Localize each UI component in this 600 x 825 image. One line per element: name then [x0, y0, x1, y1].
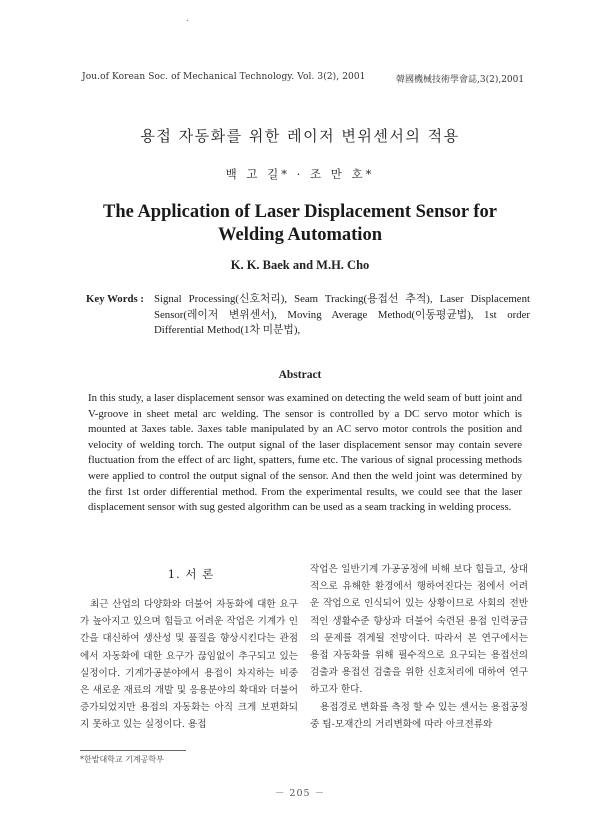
footnote-divider	[80, 750, 186, 751]
page-number: － 205 －	[274, 788, 326, 799]
keywords-label: Key Words :	[86, 293, 144, 305]
abstract-body: In this study, a laser displacement sensor was examined on detecting the weld seam of butt joint and V-groove in sheet metal arc welding. The sensor is controlled by a DC servo motor which is mounted at 3axes table. 3axes table manipulated by an AC servo motor controls the position and velocity of welding torch. The output signal of the laser displacement sensor may contain severe fluctuation from the effect of arc light, spatters, fume etc. The various of signal processing methods were applied to control the output signal of the sensor. And then the weld joint was determined by the first 1st order differential method. From the experimental results, we could see that the laser displacement sensor with sug gested algorithm can be used as a seam tracking in welding process.	[88, 392, 522, 514]
intro-paragraph-2: 작업은 일반기계 가공공정에 비해 보다 힘들고, 상대적으로 유해한 환경에서 행하여진다는 점에서 어려운 작업으로 인식되어 있는 상황이므로 사회의 전반적인 생활수준 향상과 더불어 숙련된 용접 인력공급의 문제를 겪게될 전망이다. 따라서 본 연구에서는 용접 자동화를 위해 필수적으로 요구되는 용접선의 검출과 용접선 검출을 위한 신호처리에 대하여 연구하고자 한다.	[310, 564, 528, 696]
keywords-text: Signal Processing(신호처리), Seam Tracking(용접선 추적), Laser Displacement Sensor(레이저 변위센서), Moving Average Method(이동평균법), 1st order Differential Method(1차 미분법),	[154, 293, 530, 336]
section-heading-introduction: 1. 서 론	[167, 567, 215, 581]
intro-paragraph-3: 용접경로 변화를 측정 할 수 있는 센서는 용접공정 중 팁-모재간의 거리변화에 따라 아크전류와	[310, 701, 528, 730]
title-line-1: The Application of Laser Displacement Sensor for	[103, 202, 497, 222]
authors-english: K. K. Baek and M.H. Cho	[230, 258, 370, 272]
title-line-2: Welding Automation	[218, 225, 382, 245]
journal-header-en: Jou.of Korean Soc. of Mechanical Technology. Vol. 3(2), 2001	[82, 72, 366, 82]
intro-right-column	[310, 561, 528, 733]
journal-header-cn: 韓國機械技術學會誌,3(2),2001	[396, 75, 525, 85]
paper-title-korean: 용접 자동화를 위한 레이저 변위센서의 적용	[140, 127, 460, 145]
intro-paragraph-1: 최근 산업의 다양화와 더불어 자동화에 대한 요구가 높아지고 있으며 힘들고 어려운 작업은 기계가 인간을 대신하여 생산성 및 품질을 향상시킨다는 관점에서 자동화에 대한 요구가 끊임없이 추구되고 있는 실정이다. 기계가공분야에서 용접이 차지하는 비중은 새로운 재료의 개발 및 응용분야의 확대와 더불어 증가되었지만 용접의 자동화는 아직 크게 보편화되지 못하고 있는 실정이다. 용접	[80, 599, 298, 731]
affiliation-footnote: *한밭대학교 기계공학부	[80, 755, 164, 764]
authors-korean: 백 고 길* · 조 만 호*	[225, 167, 375, 181]
intro-left-column	[80, 596, 298, 734]
header-mark: .	[186, 14, 189, 23]
paper-title-english	[60, 201, 540, 247]
keywords-block	[86, 292, 530, 339]
abstract-heading: Abstract	[278, 369, 322, 381]
